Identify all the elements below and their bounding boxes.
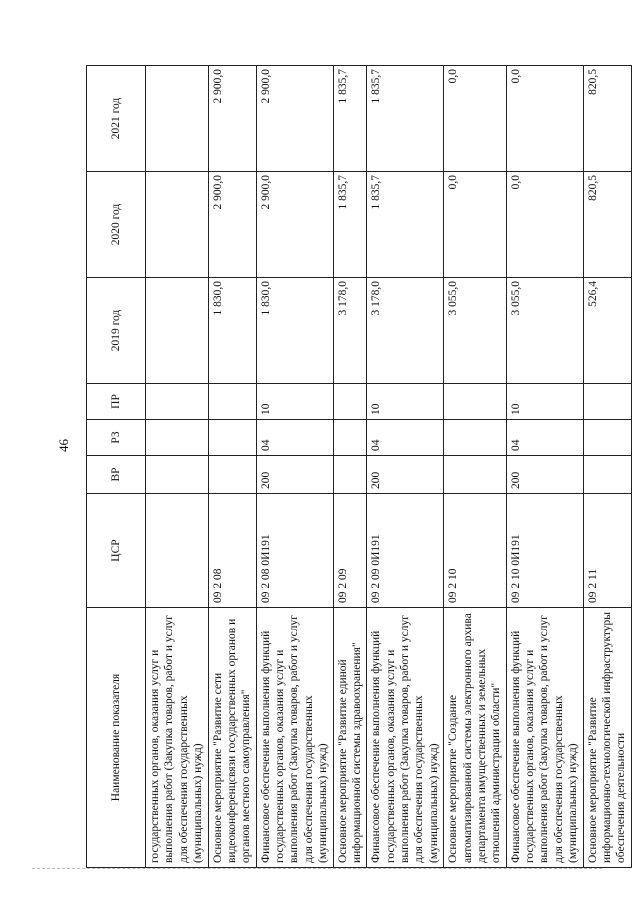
page-number: 46	[56, 439, 71, 452]
header-2019: 2019 год	[87, 278, 146, 384]
cell-2019	[146, 278, 209, 384]
table-row	[256, 66, 333, 868]
cell-2020: 0,0	[444, 172, 507, 278]
cell-rz	[333, 420, 367, 456]
cell-2021: 1 835,7	[367, 66, 444, 172]
cell-name: Основное мероприятие "Создание автоматизированной системы электронного архива департамента имущественных и земельных отношений администрации области"	[444, 608, 507, 868]
cell-2021: 0,0	[506, 66, 583, 172]
cell-2020: 0,0	[506, 172, 583, 278]
cell-csr: 09 2 11	[583, 494, 631, 608]
cell-csr	[146, 494, 209, 608]
cell-2021: 0,0	[444, 66, 507, 172]
cell-vr: 200	[367, 456, 444, 494]
cell-vr	[444, 456, 507, 494]
cell-2020: 1 835,7	[367, 172, 444, 278]
cell-csr: 09 2 10	[444, 494, 507, 608]
cell-2019: 3 178,0	[333, 278, 367, 384]
table-row	[583, 66, 631, 868]
budget-table	[86, 65, 632, 868]
table-row	[146, 66, 209, 868]
cell-rz	[208, 420, 256, 456]
header-2021: 2021 год	[87, 66, 146, 172]
table-row	[444, 66, 507, 868]
cell-vr: 200	[506, 456, 583, 494]
cell-2021: 2 900,0	[208, 66, 256, 172]
cell-vr: 200	[256, 456, 333, 494]
table-row	[367, 66, 444, 868]
cell-2021: 1 835,7	[333, 66, 367, 172]
cell-pr	[146, 384, 209, 420]
cell-pr	[208, 384, 256, 420]
cell-vr	[208, 456, 256, 494]
cell-rz: 04	[256, 420, 333, 456]
cell-2020	[146, 172, 209, 278]
cell-2020: 2 900,0	[256, 172, 333, 278]
cell-csr: 09 2 08 0И191	[256, 494, 333, 608]
cell-rz	[444, 420, 507, 456]
cell-pr: 10	[367, 384, 444, 420]
cell-csr: 09 2 08	[208, 494, 256, 608]
table-row	[208, 66, 256, 868]
cell-2019: 1 830,0	[208, 278, 256, 384]
cell-pr	[333, 384, 367, 420]
cell-2021: 2 900,0	[256, 66, 333, 172]
header-vr: ВР	[87, 456, 146, 494]
cell-rz	[146, 420, 209, 456]
cell-name: Основное мероприятие "Развитие единой информационной системы здравоохранения"	[333, 608, 367, 868]
cell-name: государственных органов, оказания услуг и выполнения работ (Закупка товаров, работ и услуг для обеспечения государственных (муниципальных) нужд)	[146, 608, 209, 868]
cell-2021: 820,5	[583, 66, 631, 172]
cell-2019: 3 055,0	[506, 278, 583, 384]
header-rz: РЗ	[87, 420, 146, 456]
cell-csr: 09 2 09	[333, 494, 367, 608]
cell-rz	[583, 420, 631, 456]
cell-2019: 526,4	[583, 278, 631, 384]
header-csr: ЦСР	[87, 494, 146, 608]
cell-2021	[146, 66, 209, 172]
cell-vr	[583, 456, 631, 494]
cell-2020: 2 900,0	[208, 172, 256, 278]
cell-csr: 09 2 09 0И191	[367, 494, 444, 608]
cell-vr	[146, 456, 209, 494]
cell-name: Финансовое обеспечение выполнения функций государственных органов, оказания услуг и выполнения работ (Закупка товаров, работ и услуг для обеспечения государственных (муниципальных) нужд)	[367, 608, 444, 868]
cell-rz: 04	[367, 420, 444, 456]
cell-csr: 09 2 10 0И191	[506, 494, 583, 608]
cell-name: Основное мероприятие "Развитие сети видеоконференцсвязи государственных органов и органов местного самоуправления"	[208, 608, 256, 868]
cell-pr	[583, 384, 631, 420]
cell-pr: 10	[506, 384, 583, 420]
cell-2020: 820,5	[583, 172, 631, 278]
cell-2019: 3 055,0	[444, 278, 507, 384]
header-name: Наименование показателя	[87, 608, 146, 868]
cell-name: Финансовое обеспечение выполнения функций государственных органов, оказания услуг и выполнения работ (Закупка товаров, работ и услуг для обеспечения государственных (муниципальных) нужд)	[256, 608, 333, 868]
table-row	[333, 66, 367, 868]
cell-name: Основное мероприятие "Развитие информационно-технологической инфраструктуры обеспечения деятельности	[583, 608, 631, 868]
cell-2019: 1 830,0	[256, 278, 333, 384]
header-2020: 2020 год	[87, 172, 146, 278]
table-row	[506, 66, 583, 868]
cell-2020: 1 835,7	[333, 172, 367, 278]
rotated-table-container	[86, 68, 628, 868]
cell-rz: 04	[506, 420, 583, 456]
cell-pr	[444, 384, 507, 420]
cell-2019: 3 178,0	[367, 278, 444, 384]
page-edge-line	[32, 868, 602, 869]
table-header-row	[87, 66, 146, 868]
cell-vr	[333, 456, 367, 494]
cell-pr: 10	[256, 384, 333, 420]
cell-name: Финансовое обеспечение выполнения функций государственных органов, оказания услуг и выполнения работ (Закупка товаров, работ и услуг для обеспечения государственных (муниципальных) нужд)	[506, 608, 583, 868]
header-pr: ПР	[87, 384, 146, 420]
